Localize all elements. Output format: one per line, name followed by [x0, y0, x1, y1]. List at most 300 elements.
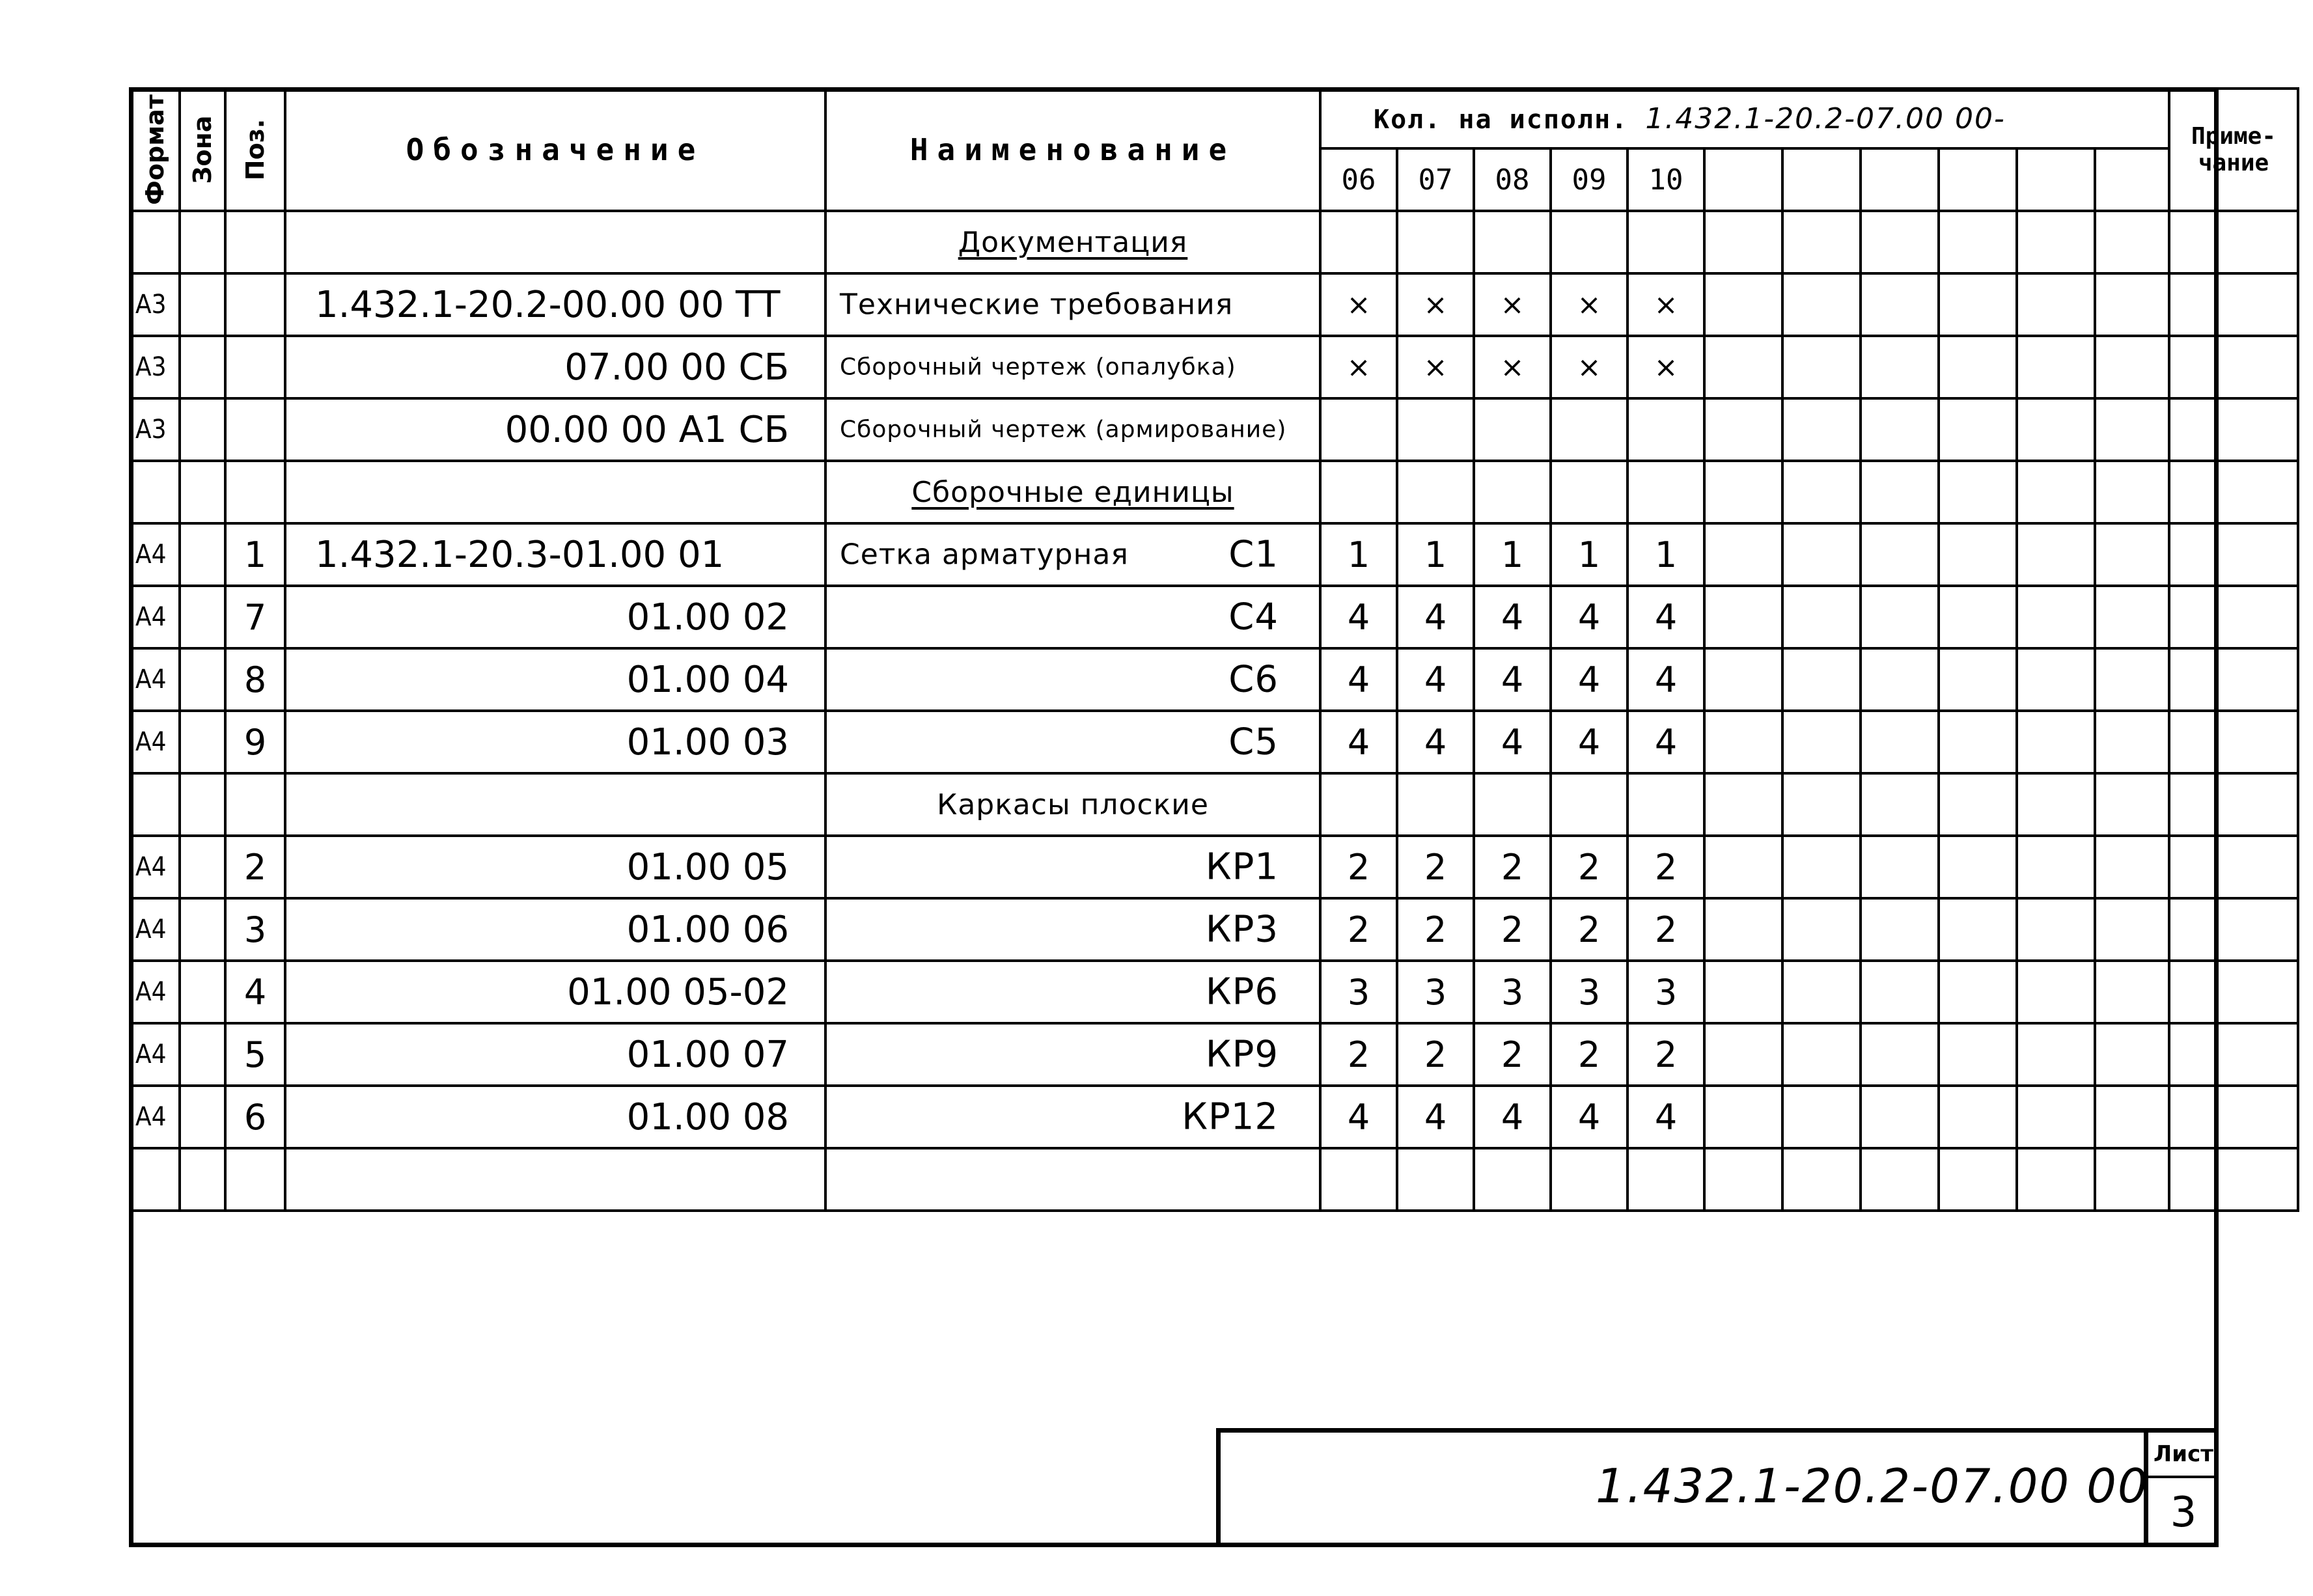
name-cell: [825, 711, 1320, 773]
format-cell: А4: [130, 586, 180, 648]
item-name: Сборочный чертеж (армирование): [840, 416, 1287, 443]
quantity-cell-empty: [1782, 773, 1861, 836]
quantity-cell: 4: [1320, 711, 1397, 773]
quantity-cell-empty: [2017, 836, 2095, 898]
zone-cell: [180, 961, 225, 1023]
designation-cell: 01.00 02: [285, 586, 825, 648]
position-cell: [225, 1148, 285, 1211]
position-cell: 2: [225, 836, 285, 898]
table-row: [130, 898, 2298, 961]
quantity-cell: 4: [1551, 586, 1627, 648]
header-variant: 08: [1474, 148, 1551, 211]
quantity-cell: [1474, 211, 1551, 273]
position-cell: [225, 211, 285, 273]
note-cell: [2169, 836, 2298, 898]
quantity-cell: [1627, 1148, 1704, 1211]
quantity-cell-empty: [1704, 586, 1782, 648]
zone-cell: [180, 836, 225, 898]
zone-cell: [180, 1148, 225, 1211]
designation-cell: 01.00 06: [285, 898, 825, 961]
quantity-cell: ×: [1627, 273, 1704, 336]
table-row: [130, 648, 2298, 711]
header-format: Формат: [130, 89, 180, 211]
quantity-cell: 2: [1320, 1023, 1397, 1086]
note-cell: [2169, 398, 2298, 461]
quantity-cell: 3: [1551, 961, 1627, 1023]
quantity-cell-empty: [2095, 398, 2169, 461]
quantity-cell-empty: [1704, 523, 1782, 586]
quantity-cell-empty: [1861, 711, 1939, 773]
quantity-cell: [1551, 1148, 1627, 1211]
quantity-cell: 4: [1551, 648, 1627, 711]
name-cell: [825, 461, 1320, 523]
quantity-cell: [1397, 211, 1474, 273]
quantity-cell: ×: [1320, 273, 1397, 336]
quantity-cell-empty: [1939, 1086, 2017, 1148]
quantity-cell: 4: [1397, 648, 1474, 711]
position-cell: 3: [225, 898, 285, 961]
quantity-cell-empty: [2017, 398, 2095, 461]
quantity-cell: 2: [1320, 836, 1397, 898]
note-cell: [2169, 648, 2298, 711]
quantity-cell-empty: [2095, 461, 2169, 523]
quantity-cell-empty: [1861, 273, 1939, 336]
note-cell: [2169, 461, 2298, 523]
designation-cell: 07.00 00 СБ: [285, 336, 825, 398]
quantity-cell: 3: [1397, 961, 1474, 1023]
quantity-cell-empty: [1861, 898, 1939, 961]
zone-cell: [180, 1023, 225, 1086]
quantity-cell: [1397, 773, 1474, 836]
designation-cell: 01.00 07: [285, 1023, 825, 1086]
note-cell: [2169, 336, 2298, 398]
quantity-cell-empty: [1782, 461, 1861, 523]
title-block: [1216, 1428, 2219, 1547]
format-cell: [130, 1148, 180, 1211]
zone-cell: [180, 398, 225, 461]
quantity-cell: 1: [1551, 523, 1627, 586]
quantity-cell-empty: [2017, 1086, 2095, 1148]
name-cell: [825, 523, 1320, 586]
position-cell: [225, 273, 285, 336]
item-mark: С6: [1228, 658, 1279, 701]
quantity-cell-empty: [1704, 648, 1782, 711]
quantity-cell: 1: [1627, 523, 1704, 586]
quantity-cell-empty: [1939, 836, 2017, 898]
quantity-cell: ×: [1320, 336, 1397, 398]
designation-cell: 01.00 04: [285, 648, 825, 711]
quantity-cell-empty: [2095, 1086, 2169, 1148]
name-cell: [825, 1023, 1320, 1086]
quantity-cell-empty: [1861, 773, 1939, 836]
quantity-cell: [1320, 1148, 1397, 1211]
quantity-cell-empty: [2095, 523, 2169, 586]
quantity-cell-empty: [1861, 211, 1939, 273]
designation-cell: 01.00 05-02: [285, 961, 825, 1023]
table-row: [130, 836, 2298, 898]
position-cell: [225, 773, 285, 836]
table-row: [130, 586, 2298, 648]
quantity-cell-empty: [2017, 898, 2095, 961]
name-cell: [825, 398, 1320, 461]
sheet-number: 3: [2170, 1489, 2197, 1537]
item-mark: С1: [1228, 533, 1279, 576]
zone-cell: [180, 336, 225, 398]
quantity-cell: [1551, 773, 1627, 836]
format-cell: А4: [130, 648, 180, 711]
position-cell: 4: [225, 961, 285, 1023]
quantity-cell: [1627, 398, 1704, 461]
quantity-cell: 3: [1320, 961, 1397, 1023]
table-row: [130, 773, 2298, 836]
quantity-cell: ×: [1397, 336, 1474, 398]
name-cell: [825, 336, 1320, 398]
quantity-cell: [1627, 211, 1704, 273]
quantity-cell-empty: [1782, 836, 1861, 898]
table-row: [130, 1148, 2298, 1211]
zone-cell: [180, 273, 225, 336]
format-cell: [130, 211, 180, 273]
quantity-cell-empty: [1939, 773, 2017, 836]
designation-cell: 1.432.1-20.2-00.00 00 ТТ: [285, 273, 825, 336]
sheet-number-box: [2144, 1433, 2219, 1547]
format-cell: А4: [130, 1023, 180, 1086]
quantity-cell: [1397, 1148, 1474, 1211]
quantity-cell: 4: [1474, 586, 1551, 648]
note-cell: [2169, 711, 2298, 773]
quantity-cell-empty: [1939, 1023, 2017, 1086]
quantity-cell: 2: [1397, 898, 1474, 961]
quantity-cell-empty: [2095, 273, 2169, 336]
format-cell: А4: [130, 1086, 180, 1148]
note-cell: [2169, 273, 2298, 336]
format-cell: А4: [130, 523, 180, 586]
quantity-cell-empty: [1861, 336, 1939, 398]
item-mark: С5: [1228, 721, 1279, 764]
quantity-cell: 4: [1627, 648, 1704, 711]
quantity-cell-empty: [1939, 961, 2017, 1023]
note-cell: [2169, 1023, 2298, 1086]
zone-cell: [180, 461, 225, 523]
zone-cell: [180, 586, 225, 648]
quantity-cell-empty: [2017, 773, 2095, 836]
header-variant-empty: [2017, 148, 2095, 211]
designation-cell: 01.00 08: [285, 1086, 825, 1148]
quantity-cell-empty: [1939, 336, 2017, 398]
quantity-cell: 4: [1474, 1086, 1551, 1148]
quantity-cell-empty: [1704, 961, 1782, 1023]
quantity-cell-empty: [2095, 773, 2169, 836]
table-row: [130, 1086, 2298, 1148]
quantity-cell-empty: [1782, 648, 1861, 711]
zone-cell: [180, 711, 225, 773]
quantity-cell: 4: [1320, 586, 1397, 648]
quantity-cell-empty: [1861, 1148, 1939, 1211]
quantity-cell: 2: [1320, 898, 1397, 961]
quantity-cell-empty: [2095, 648, 2169, 711]
quantity-cell-empty: [1782, 273, 1861, 336]
quantity-cell: [1551, 398, 1627, 461]
position-cell: 9: [225, 711, 285, 773]
table-row: [130, 398, 2298, 461]
quantity-cell-empty: [2017, 1023, 2095, 1086]
quantity-cell-empty: [1782, 1086, 1861, 1148]
quantity-cell-empty: [2017, 586, 2095, 648]
quantity-cell: 4: [1320, 648, 1397, 711]
header-name: Наименование: [825, 89, 1320, 211]
quantity-cell-empty: [2017, 273, 2095, 336]
quantity-cell: 2: [1551, 1023, 1627, 1086]
quantity-cell: 2: [1397, 836, 1474, 898]
table-row: [130, 211, 2298, 273]
quantity-cell-empty: [1704, 1148, 1782, 1211]
quantity-cell-empty: [1861, 523, 1939, 586]
quantity-cell: ×: [1397, 273, 1474, 336]
designation-cell: 00.00 00 А1 СБ: [285, 398, 825, 461]
header-variant-empty: [1782, 148, 1861, 211]
item-mark: КР1: [1205, 846, 1279, 888]
quantity-cell: 2: [1627, 1023, 1704, 1086]
zone-cell: [180, 523, 225, 586]
position-cell: 1: [225, 523, 285, 586]
quantity-cell-empty: [2017, 336, 2095, 398]
zone-cell: [180, 898, 225, 961]
note-cell: [2169, 1148, 2298, 1211]
position-cell: [225, 336, 285, 398]
quantity-cell-empty: [2017, 961, 2095, 1023]
item-mark: КР3: [1205, 908, 1279, 951]
quantity-cell-empty: [1861, 398, 1939, 461]
header-variant: 10: [1627, 148, 1704, 211]
quantity-cell-empty: [1939, 211, 2017, 273]
header-variant: 09: [1551, 148, 1627, 211]
position-cell: 8: [225, 648, 285, 711]
quantity-cell: 4: [1474, 648, 1551, 711]
header-note: Приме- чание: [2169, 89, 2298, 211]
quantity-cell-empty: [1861, 648, 1939, 711]
specification-table: [129, 87, 2299, 1212]
quantity-cell: [1320, 773, 1397, 836]
header-position: Поз.: [225, 89, 285, 211]
quantity-cell-empty: [2017, 461, 2095, 523]
quantity-cell: 1: [1474, 523, 1551, 586]
quantity-cell: [1320, 398, 1397, 461]
section-heading: Документация: [958, 225, 1188, 259]
quantity-cell: 4: [1320, 1086, 1397, 1148]
quantity-cell-empty: [1939, 398, 2017, 461]
format-cell: А3: [130, 336, 180, 398]
designation-cell: [285, 461, 825, 523]
header-variant-empty: [1704, 148, 1782, 211]
quantity-cell-empty: [2095, 1148, 2169, 1211]
quantity-cell: 4: [1627, 1086, 1704, 1148]
name-cell: [825, 1148, 1320, 1211]
table-row: [130, 1023, 2298, 1086]
quantity-cell-empty: [2095, 336, 2169, 398]
quantity-cell-empty: [2095, 711, 2169, 773]
quantity-cell: 4: [1551, 711, 1627, 773]
name-cell: [825, 836, 1320, 898]
quantity-cell-empty: [1782, 523, 1861, 586]
item-name: Сборочный чертеж (опалубка): [840, 353, 1236, 381]
quantity-cell: 2: [1474, 1023, 1551, 1086]
quantity-cell-empty: [2095, 1023, 2169, 1086]
quantity-cell: 2: [1397, 1023, 1474, 1086]
quantity-cell-empty: [2017, 648, 2095, 711]
quantity-cell: ×: [1627, 336, 1704, 398]
table-row: [130, 273, 2298, 336]
quantity-cell: 2: [1551, 836, 1627, 898]
designation-cell: [285, 773, 825, 836]
format-cell: А4: [130, 836, 180, 898]
zone-cell: [180, 648, 225, 711]
zone-cell: [180, 773, 225, 836]
position-cell: 7: [225, 586, 285, 648]
name-cell: [825, 648, 1320, 711]
quantity-cell-empty: [1782, 711, 1861, 773]
quantity-cell: [1474, 461, 1551, 523]
item-mark: КР12: [1182, 1095, 1279, 1138]
header-variant-empty: [2095, 148, 2169, 211]
quantity-cell-empty: [1782, 1023, 1861, 1086]
name-cell: [825, 586, 1320, 648]
header-variant: 06: [1320, 148, 1397, 211]
format-cell: [130, 461, 180, 523]
quantity-cell: 2: [1627, 836, 1704, 898]
quantity-cell-empty: [1704, 711, 1782, 773]
designation-cell: [285, 1148, 825, 1211]
quantity-cell: 1: [1320, 523, 1397, 586]
header-variant-empty: [1861, 148, 1939, 211]
note-cell: [2169, 523, 2298, 586]
designation-cell: 01.00 03: [285, 711, 825, 773]
quantity-cell: 4: [1397, 1086, 1474, 1148]
quantity-cell: [1320, 461, 1397, 523]
item-mark: КР6: [1205, 970, 1279, 1013]
quantity-cell-empty: [1939, 523, 2017, 586]
position-cell: [225, 398, 285, 461]
quantity-cell: 4: [1474, 711, 1551, 773]
quantity-cell-empty: [2095, 211, 2169, 273]
quantity-cell-empty: [2095, 836, 2169, 898]
sheet-label: Лист: [2148, 1433, 2219, 1478]
note-cell: [2169, 898, 2298, 961]
quantity-cell-empty: [2017, 211, 2095, 273]
header-variant: 07: [1397, 148, 1474, 211]
quantity-cell: [1627, 773, 1704, 836]
quantity-cell-empty: [1939, 586, 2017, 648]
quantity-cell-empty: [1939, 648, 2017, 711]
quantity-cell-empty: [1939, 898, 2017, 961]
header-designation: Обозначение: [285, 89, 825, 211]
quantity-cell-empty: [2017, 711, 2095, 773]
section-heading: Сборочные единицы: [911, 475, 1234, 509]
quantity-cell: ×: [1474, 336, 1551, 398]
note-cell: [2169, 586, 2298, 648]
designation-cell: 01.00 05: [285, 836, 825, 898]
format-cell: А3: [130, 273, 180, 336]
quantity-cell: 2: [1551, 898, 1627, 961]
quantity-cell-empty: [1782, 961, 1861, 1023]
format-cell: А4: [130, 711, 180, 773]
zone-cell: [180, 1086, 225, 1148]
name-cell: [825, 211, 1320, 273]
quantity-cell-empty: [1939, 1148, 2017, 1211]
quantity-cell-empty: [1861, 836, 1939, 898]
table-row: [130, 711, 2298, 773]
designation-cell: [285, 211, 825, 273]
quantity-cell-empty: [1861, 1086, 1939, 1148]
quantity-cell: 4: [1397, 711, 1474, 773]
quantity-cell-empty: [1704, 461, 1782, 523]
format-cell: А3: [130, 398, 180, 461]
name-cell: [825, 273, 1320, 336]
quantity-cell: [1320, 211, 1397, 273]
quantity-cell-empty: [1782, 211, 1861, 273]
quantity-cell: ×: [1551, 336, 1627, 398]
quantity-cell-empty: [1861, 461, 1939, 523]
quantity-cell: 2: [1474, 898, 1551, 961]
quantity-cell: [1551, 461, 1627, 523]
designation-cell: 1.432.1-20.3-01.00 01: [285, 523, 825, 586]
header-variant-empty: [1939, 148, 2017, 211]
quantity-cell-empty: [1782, 336, 1861, 398]
quantity-cell-empty: [2095, 961, 2169, 1023]
name-cell: [825, 961, 1320, 1023]
quantity-cell: [1551, 211, 1627, 273]
quantity-cell-empty: [1704, 1023, 1782, 1086]
quantity-cell-empty: [1704, 836, 1782, 898]
quantity-cell-empty: [1704, 773, 1782, 836]
quantity-cell-empty: [1861, 961, 1939, 1023]
name-cell: [825, 898, 1320, 961]
note-cell: [2169, 211, 2298, 273]
quantity-cell-empty: [1861, 1023, 1939, 1086]
name-cell: [825, 1086, 1320, 1148]
quantity-cell: 2: [1474, 836, 1551, 898]
quantity-cell: [1627, 461, 1704, 523]
format-cell: А4: [130, 961, 180, 1023]
note-cell: [2169, 1086, 2298, 1148]
position-cell: [225, 461, 285, 523]
quantity-cell: [1397, 398, 1474, 461]
quantity-cell-empty: [2095, 586, 2169, 648]
zone-cell: [180, 211, 225, 273]
quantity-cell: 2: [1627, 898, 1704, 961]
quantity-cell-empty: [1939, 711, 2017, 773]
quantity-cell: ×: [1551, 273, 1627, 336]
quantity-cell-empty: [1704, 898, 1782, 961]
format-cell: [130, 773, 180, 836]
quantity-cell-empty: [1782, 1148, 1861, 1211]
table-row: [130, 961, 2298, 1023]
quantity-cell-empty: [1704, 273, 1782, 336]
format-cell: А4: [130, 898, 180, 961]
quantity-cell: 4: [1397, 586, 1474, 648]
document-code: 1.432.1-20.2-07.00 00: [1596, 1459, 2149, 1513]
quantity-cell-empty: [1939, 273, 2017, 336]
item-mark: КР9: [1205, 1033, 1279, 1076]
item-name: Технические требования: [840, 288, 1234, 322]
quantity-cell-empty: [1704, 336, 1782, 398]
quantity-cell-empty: [1782, 586, 1861, 648]
quantity-cell: [1474, 1148, 1551, 1211]
quantity-cell: 1: [1397, 523, 1474, 586]
item-mark: С4: [1228, 596, 1279, 639]
quantity-cell: 4: [1627, 711, 1704, 773]
quantity-cell: [1474, 398, 1551, 461]
quantity-cell-empty: [1704, 398, 1782, 461]
